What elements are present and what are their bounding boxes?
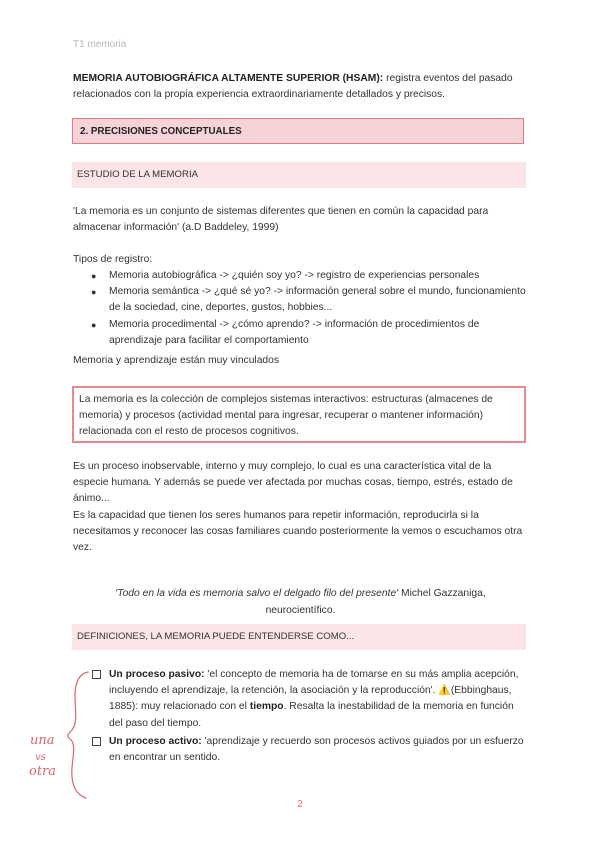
types-list [73, 268, 528, 349]
warning-icon: ⚠️ [438, 685, 451, 697]
quote-author: Michel Gazzaniga, [398, 588, 486, 600]
annotation-line-2: vs [35, 752, 46, 763]
body-paragraph-2: Es la capacidad que tienen los seres humanos para repetir información, reproducirla si la necesitamos y reconocer las cosas familiares cuando posteriormente la vemos o escuchamos otra vez. [73, 510, 523, 554]
passive-definition: 'el concepto de memoria ha de tomarse en su más amplia acepción, incluyendo el aprendizaje, la retención, la asociación y la reproducción'. [109, 669, 519, 697]
quote-role: neurocientífico. [265, 604, 336, 616]
hsam-paragraph [73, 71, 528, 103]
bracket-stroke-icon [68, 672, 88, 798]
memory-definition-callout [72, 386, 526, 443]
active-title: Un proceso activo: [109, 736, 202, 747]
types-label: Tipos de registro: [73, 254, 153, 265]
active-definition: 'aprendizaje y recuerdo son procesos activos guiados por un esfuerzo en encontrar un sentido. [109, 736, 524, 764]
annotation-line-1: una [30, 733, 55, 748]
handwritten-annotation [26, 668, 96, 803]
list-item [73, 268, 528, 284]
baddeley-quote: 'La memoria es un conjunto de sistemas diferentes que tienen en común la capacidad para almacenar información' (a.D Baddeley, 1999) [73, 206, 489, 234]
active-process-item [92, 734, 528, 766]
callout-text: La memoria es la colección de complejos sistemas interactivos: estructuras (almacenes de memoria) y procesos (actividad mental para ingresar, recuperar o mantener información) relacionada con el resto de procesos cognitivos. [79, 394, 493, 438]
passive-title: Un proceso pasivo: [109, 669, 205, 680]
bullet-icon: ● [91, 287, 97, 298]
body-paragraph-1: Es un proceso inobservable, interno y muy complejo, lo cual es una característica vital de la especie humana. Y además se puede ver afectada por muchas cosas, tiempo, estrés, estado de ánimo... [73, 461, 513, 505]
annotation-line-3: otra [29, 764, 57, 779]
quote-text: 'Todo en la vida es memoria salvo el delgado filo del presente' [115, 588, 399, 600]
gazzaniga-quote [73, 586, 528, 618]
page-header-title: T1 memoria [73, 39, 127, 50]
section-heading: 2. PRECISIONES CONCEPTUALES [72, 118, 524, 144]
active-text [109, 734, 528, 766]
type-procedural: Memoria procedimental -> ¿cómo aprendo? -> información de procedimientos de aprendizaje para facilitar el comportamiento [109, 318, 480, 346]
type-autobiographical: Memoria autobiográfica -> ¿quién soy yo? -> registro de experiencias personales [109, 270, 480, 281]
hsam-term: MEMORIA AUTOBIOGRÁFICA ALTAMENTE SUPERIOR (HSAM): [73, 73, 384, 84]
passive-process-item [92, 667, 528, 732]
passive-conclusion: . Resalta la inestabilidad de la memoria en función del paso del tiempo. [109, 701, 514, 729]
passive-citation: (Ebbinghaus, 1885): muy relacionado con el [109, 685, 512, 713]
list-item [73, 317, 528, 349]
page-number: 2 [297, 799, 303, 810]
list-item [73, 284, 528, 316]
bullet-icon: ● [91, 319, 97, 330]
type-semantic: Memoria semántica -> ¿qué sé yo? -> información general sobre el mundo, funcionamiento de la sociedad, cine, deportes, gustos, hobbies... [109, 286, 526, 314]
bullet-icon: ● [91, 271, 97, 281]
passive-text [109, 667, 528, 732]
definitions-band: DEFINICIONES, LA MEMORIA PUEDE ENTENDERSE COMO... [72, 624, 526, 650]
study-band: ESTUDIO DE LA MEMORIA [72, 162, 526, 188]
passive-keyword: tiempo [249, 701, 284, 713]
linked-note: Memoria y aprendizaje están muy vinculados [73, 355, 280, 366]
hsam-definition: registra eventos del pasado relacionados con la propia experiencia extraordinariamente detallados y precisos. [73, 73, 513, 101]
